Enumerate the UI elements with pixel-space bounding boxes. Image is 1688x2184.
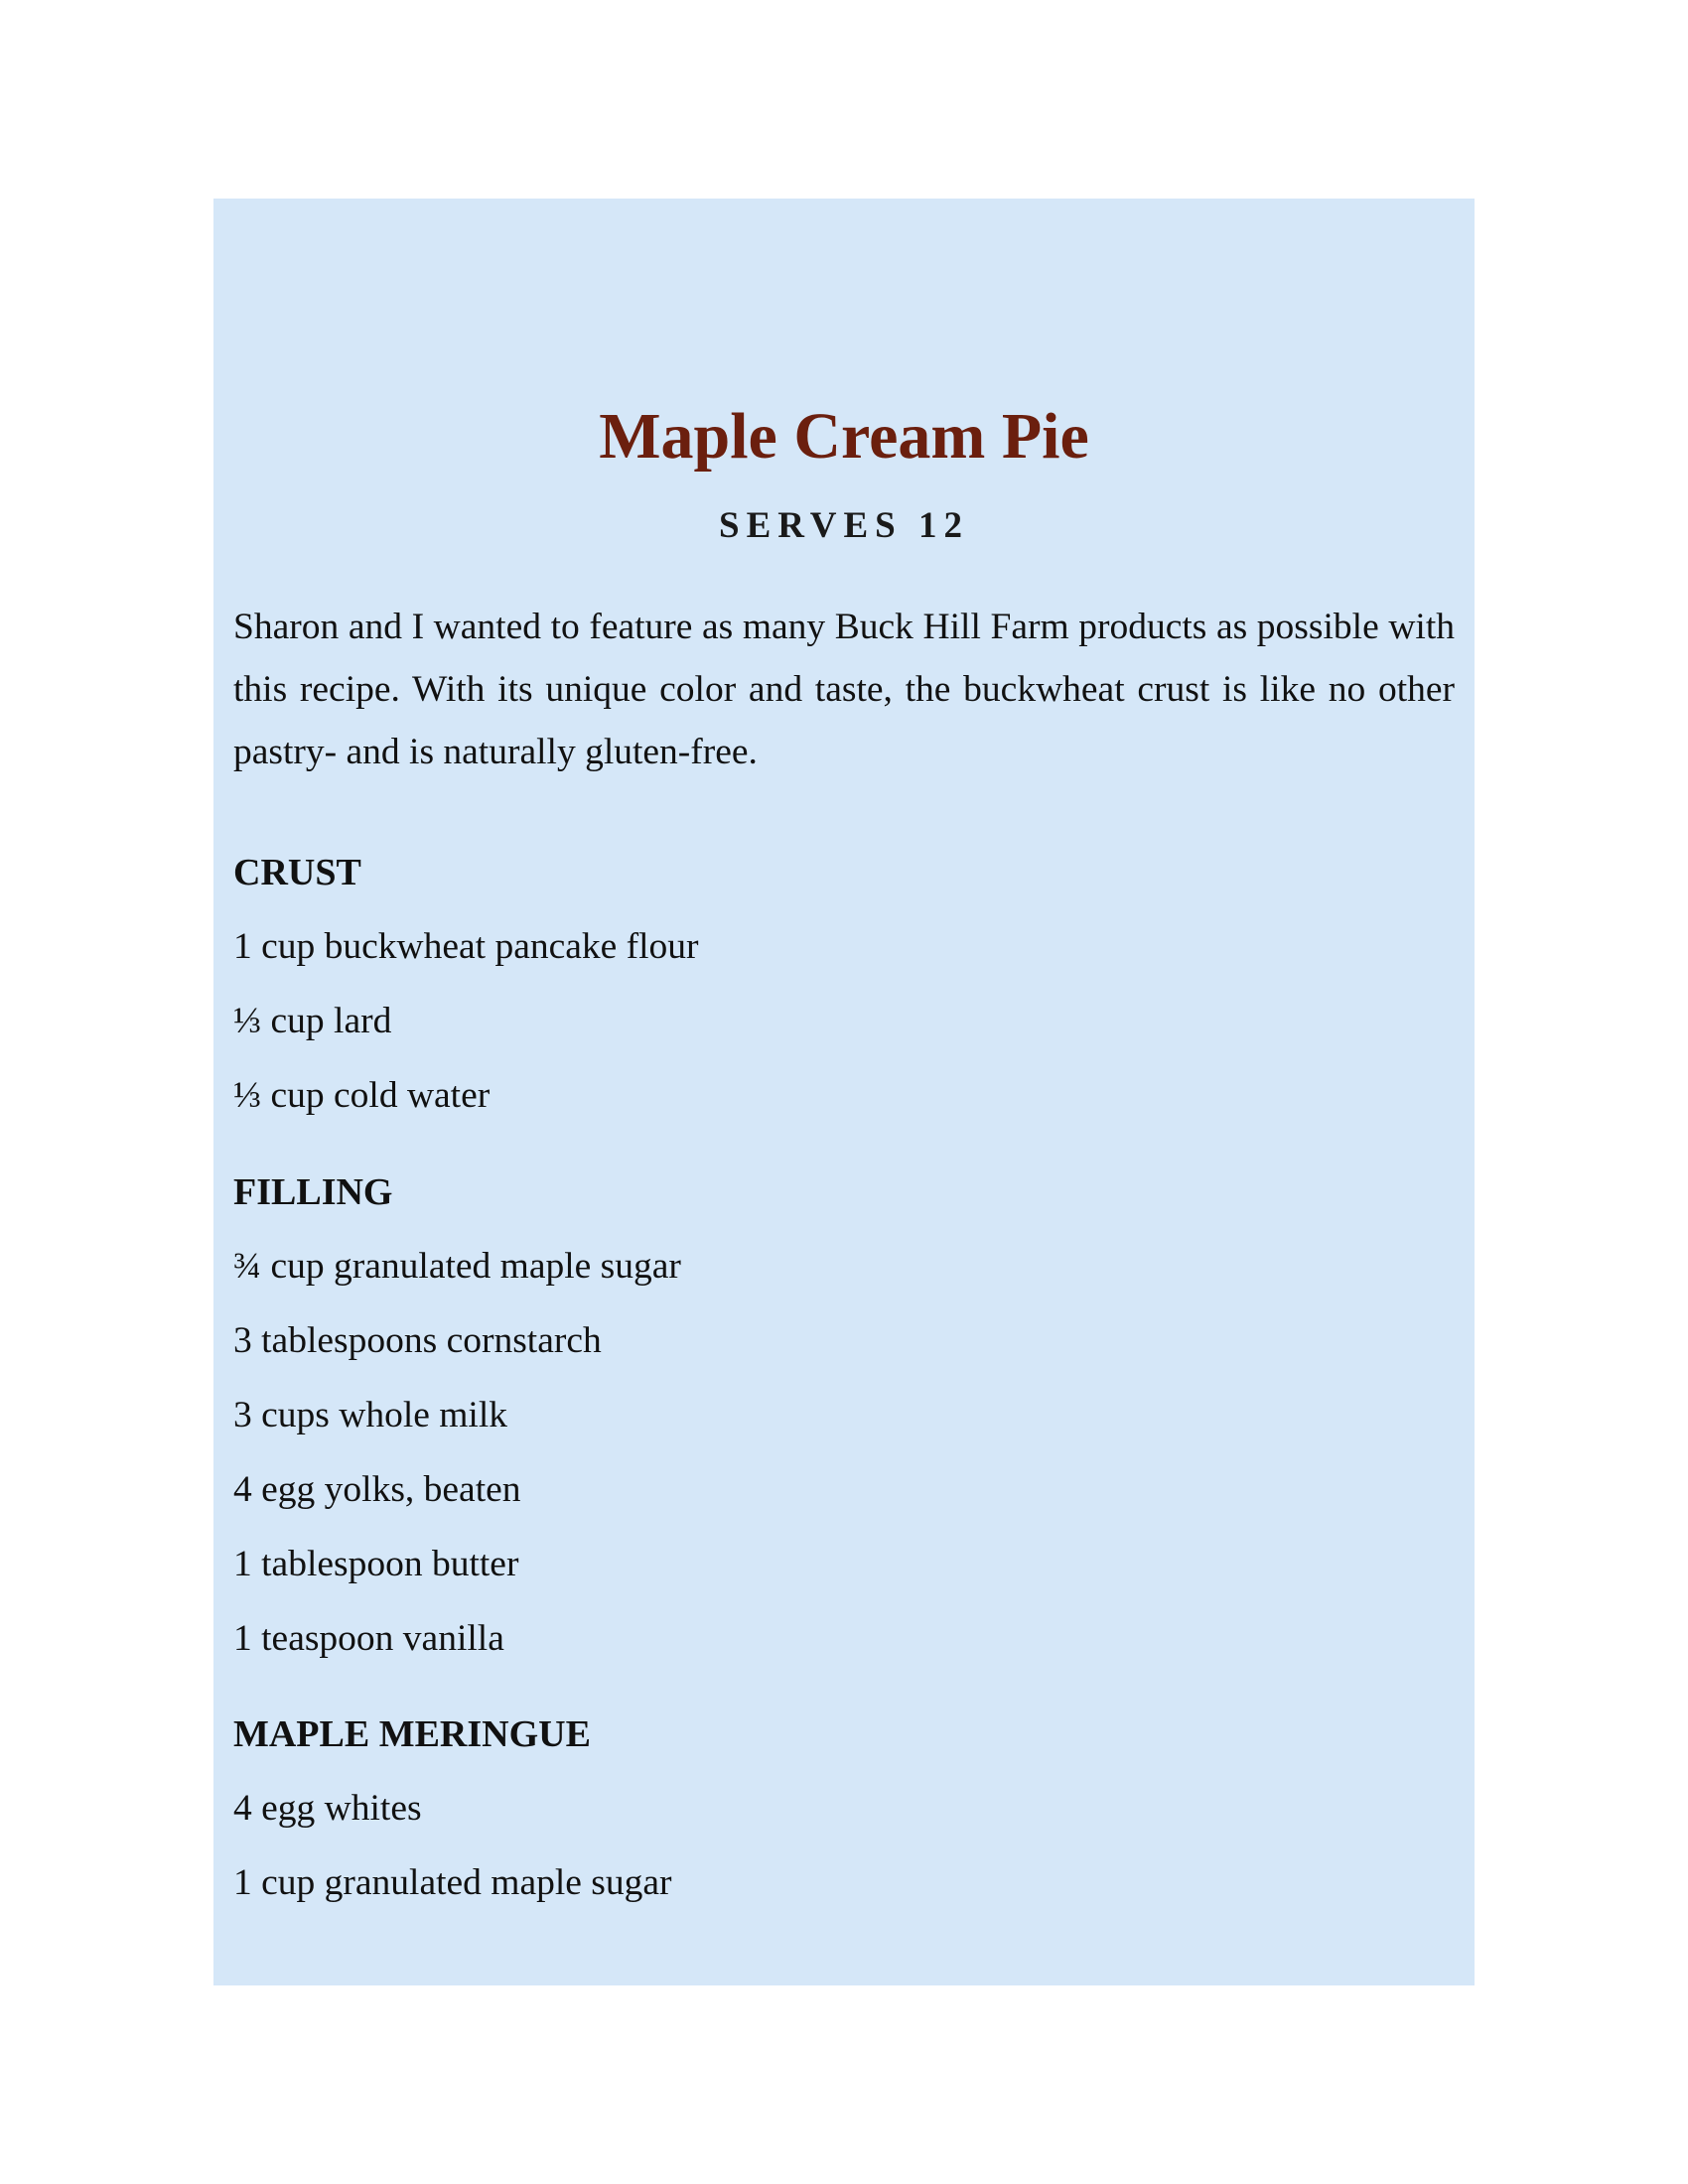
filling-section <box>233 1169 1455 1662</box>
ingredient-item: 4 egg whites <box>233 1788 422 1829</box>
meringue-ingredient-list <box>233 1786 1455 1906</box>
recipe-title: Maple Cream Pie <box>599 400 1089 473</box>
maple-meringue-section <box>233 1711 1455 1906</box>
recipe-card <box>213 199 1475 1985</box>
recipe-intro: Sharon and I wanted to feature as many Buck Hill Farm products as possible with this recipe. With its unique color and taste, the buckwheat crust is like no other pastry- and is naturally gluten-free. <box>233 607 1455 772</box>
ingredient-item: 4 egg yolks, beaten <box>233 1469 521 1510</box>
ingredient-item: 1 tablespoon butter <box>233 1544 519 1584</box>
servings-label: SERVES 12 <box>719 505 969 546</box>
crust-ingredient-list <box>233 924 1455 1119</box>
section-heading-maple-meringue: MAPLE MERINGUE <box>233 1713 591 1755</box>
ingredient-item: 1 teaspoon vanilla <box>233 1618 504 1659</box>
ingredient-item: 3 tablespoons cornstarch <box>233 1320 602 1361</box>
section-heading-crust: CRUST <box>233 852 361 893</box>
ingredient-item: 1 cup granulated maple sugar <box>233 1862 672 1903</box>
filling-ingredient-list <box>233 1244 1455 1662</box>
ingredient-item: ⅓ cup lard <box>233 1001 392 1041</box>
ingredient-item: ⅓ cup cold water <box>233 1075 491 1116</box>
ingredient-item: 3 cups whole milk <box>233 1395 508 1435</box>
ingredient-item: 1 cup buckwheat pancake flour <box>233 926 699 967</box>
crust-section <box>233 850 1455 1119</box>
ingredient-item: ¾ cup granulated maple sugar <box>233 1246 681 1287</box>
section-heading-filling: FILLING <box>233 1171 393 1213</box>
